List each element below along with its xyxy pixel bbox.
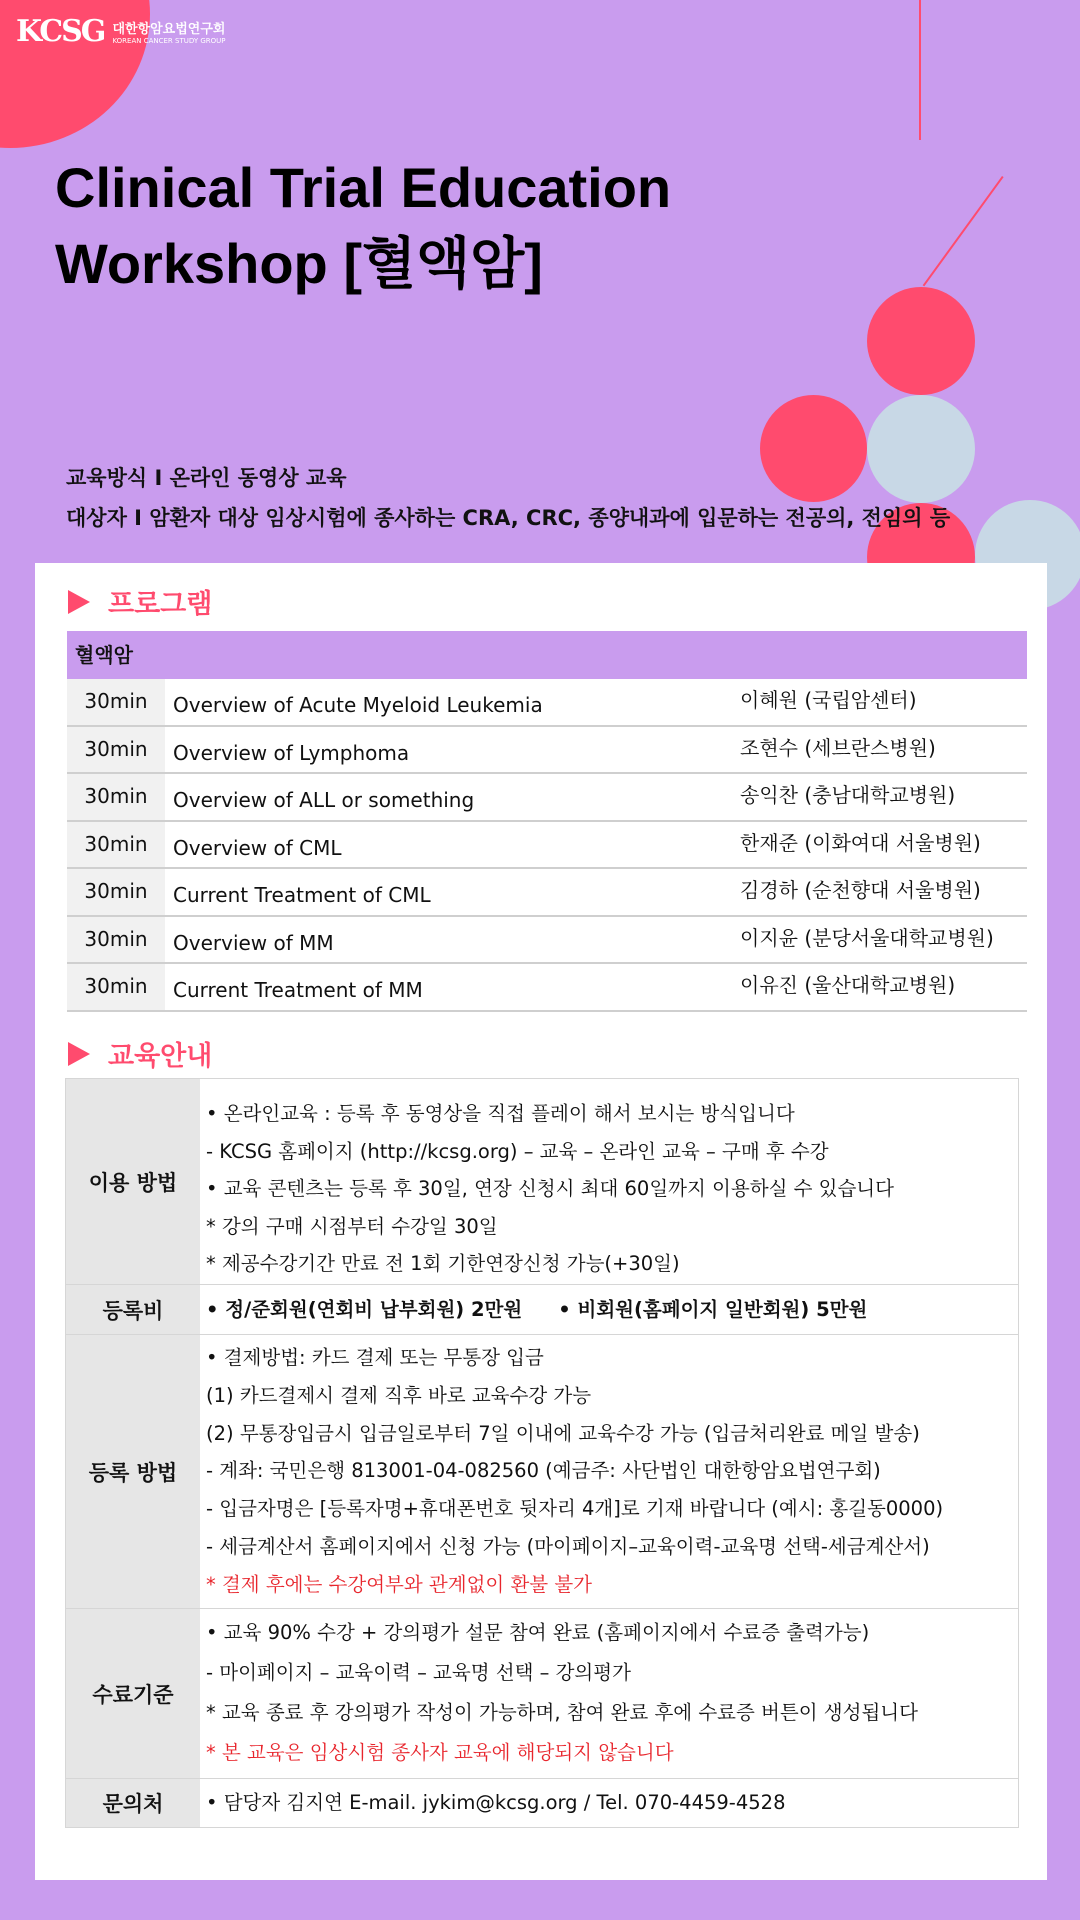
register-line: - 입금자명은 [등록자명+휴대폰번호 뒷자리 4개]로 기재 바랍니다 (예시: 홍길동0000)	[206, 1497, 944, 1521]
program-heading: 프로그램	[108, 589, 213, 620]
register-line: (2) 무통장입금시 입금일로부터 7일 이내에 교육수강 가능 (입금처리완료 메일 발송)	[206, 1421, 920, 1445]
info-row-usage	[66, 1079, 1018, 1285]
completion-line: - 마이페이지 – 교육이력 – 교육명 선택 – 강의평가	[206, 1661, 631, 1684]
content-card	[35, 563, 1047, 1880]
program-time: 30min	[67, 727, 165, 773]
info-table	[65, 1078, 1019, 1828]
info-row-contact	[66, 1779, 1018, 1827]
page-title	[55, 150, 671, 302]
play-arrow-icon	[68, 590, 90, 614]
usage-body	[200, 1079, 1018, 1284]
program-table	[67, 679, 1027, 1012]
program-speaker: 이유진 (울산대학교병원)	[740, 973, 956, 997]
program-topic: Overview of ALL or something	[173, 788, 475, 812]
program-topic: Overview of Lymphoma	[173, 740, 410, 765]
program-time: 30min	[67, 679, 165, 725]
program-row	[67, 727, 1027, 775]
program-time: 30min	[67, 964, 165, 1010]
program-speaker: 송익찬 (충남대학교병원)	[740, 783, 956, 807]
program-topic: Current Treatment of MM	[173, 978, 423, 1002]
logo-mark: KCSG	[16, 14, 105, 49]
contact-label: 문의처	[66, 1779, 200, 1827]
program-topic: Overview of MM	[173, 930, 334, 955]
info-row-fee	[66, 1285, 1018, 1335]
decor-line-diagonal	[923, 176, 1004, 286]
completion-line: * 교육 종료 후 강의평가 작성이 가능하며, 참여 완료 후에 수료증 버튼이 생성됩니다	[206, 1701, 918, 1724]
completion-line: • 교육 90% 수강 + 강의평가 설문 참여 완료 (홈페이지에서 수료증 출력가능)	[206, 1621, 870, 1644]
program-section-header	[68, 582, 212, 621]
program-speaker: 김경하 (순천향대 서울병원)	[740, 878, 981, 902]
usage-line: - KCSG 홈페이지 (http://kcsg.org) – 교육 – 온라인 교육 – 구매 후 수강	[206, 1139, 829, 1163]
program-row	[67, 917, 1027, 965]
fee-body	[200, 1285, 1018, 1334]
program-topic: Overview of CML	[173, 835, 342, 860]
usage-line: • 온라인교육 : 등록 후 동영상을 직접 플레이 해서 보시는 방식입니다	[206, 1102, 795, 1125]
register-line: - 계좌: 국민은행 813001-04-082560 (예금주: 사단법인 대한항암요법연구회)	[206, 1459, 881, 1483]
register-line: (1) 카드결제시 결제 직후 바로 교육수강 가능	[206, 1383, 592, 1407]
play-arrow-icon	[68, 1042, 90, 1066]
contact-body: • 담당자 김지연 E-mail. jykim@kcsg.org / Tel. 070-4459-4528	[206, 1791, 786, 1814]
decor-line-vertical	[919, 0, 921, 140]
program-row	[67, 822, 1027, 870]
usage-line: * 제공수강기간 만료 전 1회 기한연장신청 가능(+30일)	[206, 1252, 680, 1275]
program-row	[67, 964, 1027, 1012]
kcsg-logo	[16, 14, 226, 49]
meta-target: 대상자 I 암환자 대상 임상시험에 종사하는 CRA, CRC, 종양내과에 입문하는 전공의, 전임의 등	[66, 506, 951, 530]
program-time: 30min	[67, 822, 165, 868]
program-topic: Overview of Acute Myeloid Leukemia	[173, 693, 543, 717]
meta-method: 교육방식 I 온라인 동영상 교육	[66, 466, 347, 490]
program-time: 30min	[67, 869, 165, 915]
program-row	[67, 869, 1027, 917]
register-line: • 결제방법: 카드 결제 또는 무통장 입금	[206, 1346, 544, 1369]
logo-name-ko: 대한항암요법연구회	[112, 22, 226, 37]
title-line-1: Clinical Trial Education	[55, 156, 672, 219]
fee-label: 등록비	[66, 1285, 200, 1334]
program-row	[67, 774, 1027, 822]
info-row-completion	[66, 1609, 1018, 1779]
program-topic: Current Treatment of CML	[173, 883, 431, 907]
completion-body	[200, 1609, 1018, 1778]
program-speaker: 이혜원 (국립암센터)	[740, 688, 917, 712]
program-speaker: 조현수 (세브란스병원)	[740, 735, 936, 760]
workshop-meta	[66, 458, 950, 538]
info-heading: 교육안내	[108, 1041, 213, 1072]
decor-circle-pink	[867, 287, 975, 395]
logo-name-en: KOREAN CANCER STUDY GROUP	[112, 37, 226, 45]
register-body	[200, 1335, 1018, 1608]
usage-label: 이용 방법	[66, 1079, 200, 1284]
fee-member: • 정/준회원(연회비 납부회원) 2만원	[206, 1298, 523, 1321]
usage-line: • 교육 콘텐츠는 등록 후 30일, 연장 신청시 최대 60일까지 이용하실 수 있습니다	[206, 1177, 894, 1200]
register-label: 등록 방법	[66, 1335, 200, 1608]
title-line-2: Workshop [혈액암]	[55, 232, 543, 295]
fee-nonmember: • 비회원(홈페이지 일반회원) 5만원	[558, 1298, 868, 1321]
refund-warning: * 결제 후에는 수강여부와 관계없이 환불 불가	[206, 1572, 593, 1596]
completion-label: 수료기준	[66, 1609, 200, 1778]
usage-line: * 강의 구매 시점부터 수강일 30일	[206, 1214, 498, 1238]
completion-warning: * 본 교육은 임상시험 종사자 교육에 해당되지 않습니다	[206, 1741, 674, 1764]
program-speaker: 한재준 (이화여대 서울병원)	[740, 830, 981, 855]
program-category: 혈액암	[67, 631, 1027, 679]
program-time: 30min	[67, 917, 165, 963]
register-line: - 세금계산서 홈페이지에서 신청 가능 (마이페이지–교육이력-교육명 선택-세금계산서)	[206, 1534, 930, 1558]
program-time: 30min	[67, 774, 165, 820]
info-section-header	[68, 1034, 212, 1073]
program-speaker: 이지윤 (분당서울대학교병원)	[740, 925, 994, 950]
info-row-register	[66, 1335, 1018, 1609]
program-row	[67, 679, 1027, 727]
